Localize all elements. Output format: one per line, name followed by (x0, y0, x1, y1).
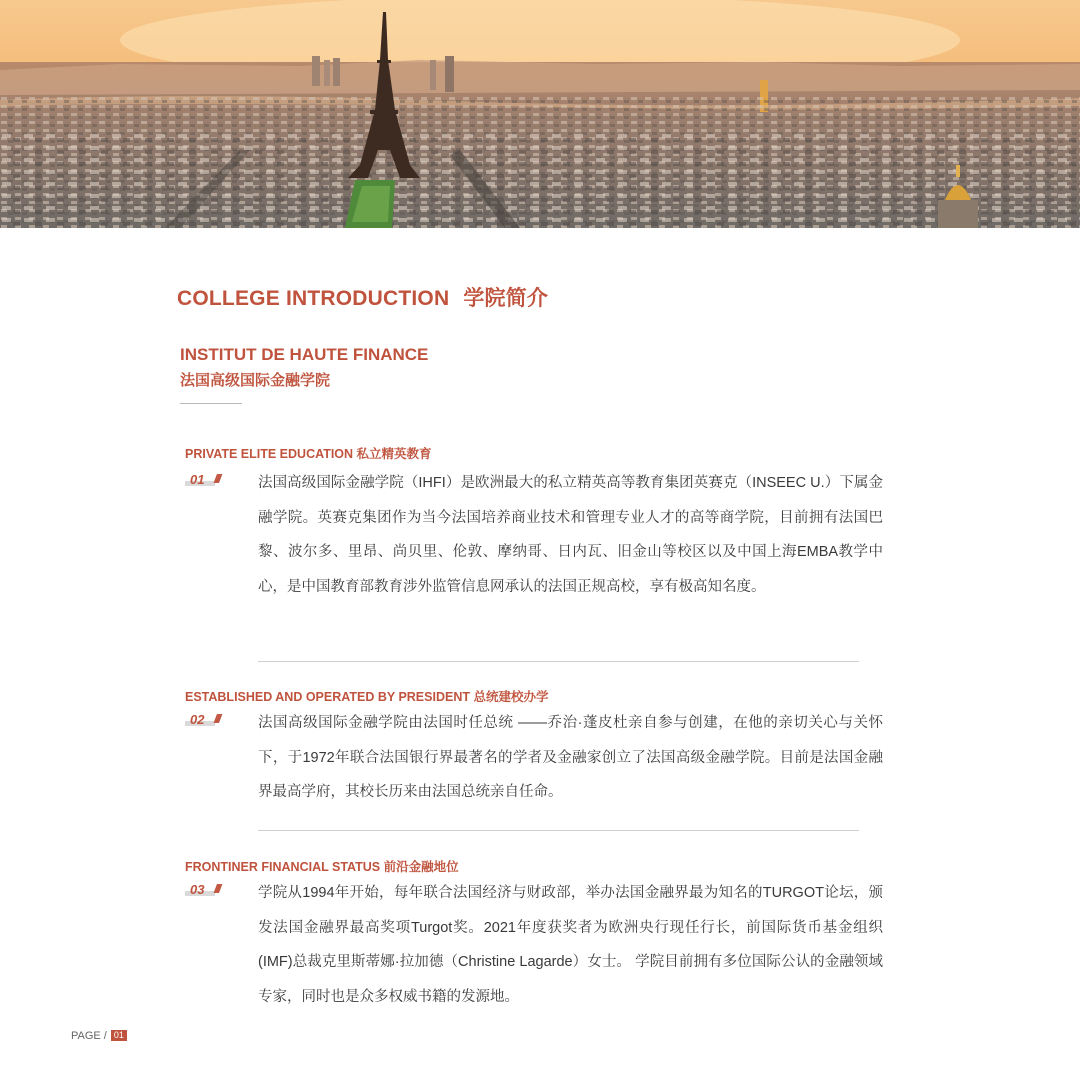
point-heading: PRIVATE ELITE EDUCATION 私立精英教育 (185, 447, 432, 461)
institution-name-cn: 法国高级国际金融学院 (180, 372, 331, 389)
point-number-badge (185, 472, 241, 489)
point-body: 法国高级国际金融学院（IHFI）是欧洲最大的私立精英高等教育集团英赛克（INSEEC U.）下属金融学院。英赛克集团作为当今法国培养商业技术和管理专业人才的高等商学院，目前拥有法国巴黎、波尔多、里昂、尚贝里、伦敦、摩纳哥、日内瓦、旧金山等校区以及中国上海EMBA教学中心，是中国教育部教育涉外监管信息网承认的法国正规高校，享有极高知名度。 (258, 475, 883, 595)
section-title (177, 282, 548, 312)
point-number: 02 (190, 712, 205, 727)
slash-decoration: //// (214, 472, 220, 486)
page-number: 01 (111, 1030, 127, 1041)
point-body: 法国高级国际金融学院由法国时任总统 ——乔治·蓬皮杜亲自参与创建，在他的亲切关心与关怀下，于1972年联合法国银行界最著名的学者及金融家创立了法国高级金融学院。目前是法国金融界最高学府，其校长历来由法国总统亲自任命。 (258, 715, 883, 800)
header-photo (0, 0, 1080, 228)
institution-name-en: INSTITUT DE HAUTE FINANCE (180, 345, 429, 364)
point-heading: FRONTINER FINANCIAL STATUS 前沿金融地位 (185, 860, 459, 874)
slash-decoration: //// (214, 882, 220, 896)
point-number-badge (185, 712, 241, 729)
title-underline (180, 403, 242, 404)
point-number-badge (185, 882, 241, 899)
section-divider (258, 830, 859, 831)
point-heading: ESTABLISHED AND OPERATED BY PRESIDENT 总统建校办学 (185, 690, 549, 704)
section-divider (258, 661, 859, 662)
section-title-cn: 学院简介 (463, 287, 549, 310)
point-number: 03 (190, 882, 205, 897)
page-footer (71, 1030, 127, 1042)
paris-skyline-image (0, 0, 1080, 228)
point-body: 学院从1994年开始，每年联合法国经济与财政部，举办法国金融界最为知名的TURGOT论坛，颁发法国金融界最高奖项Turgot奖。2021年度获奖者为欧洲央行现任行长，前国际货币基金组织(IMF)总裁克里斯蒂娜·拉加德（Christine Lagarde）女士。 学院目前拥有多位国际公认的金融领域专家，同时也是众多权威书籍的发源地。 (258, 885, 883, 1005)
point-number: 01 (190, 472, 205, 487)
page-label: PAGE / (71, 1030, 107, 1042)
slash-decoration: //// (214, 712, 220, 726)
section-title-en: COLLEGE INTRODUCTION (177, 287, 450, 310)
